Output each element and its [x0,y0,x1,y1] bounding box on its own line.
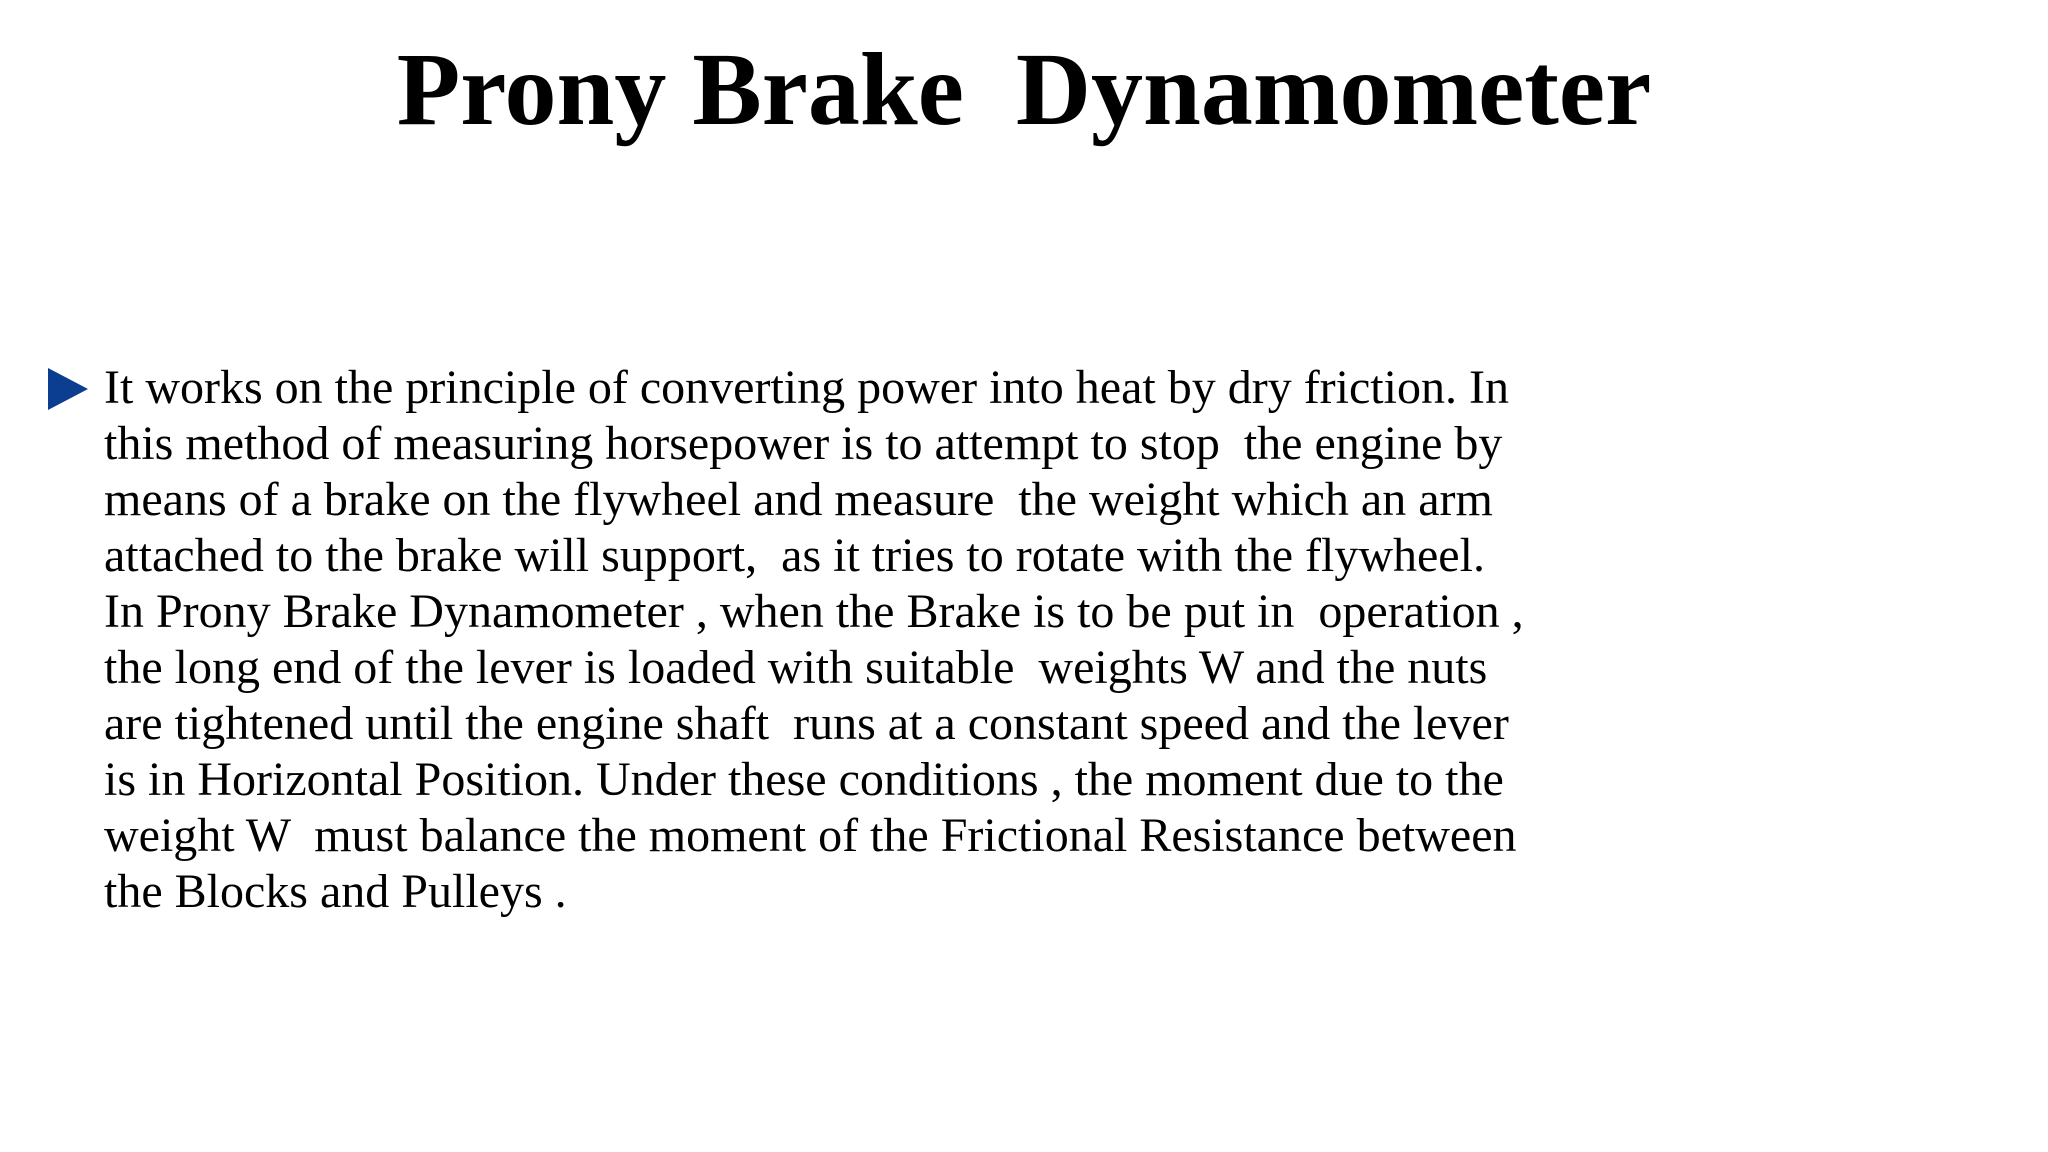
paragraph-line: attached to the brake will support, as it tries to rotate with the flywheel. [104,529,1485,582]
paragraph-line: the Blocks and Pulleys . [104,865,567,918]
paragraph-line: weight W must balance the moment of the Frictional Resistance between [104,809,1517,862]
paragraph-text [104,360,1704,920]
paragraph-line: It works on the principle of converting power into heat by dry friction. In [104,361,1509,414]
paragraph-line: are tightened until the engine shaft runs at a constant speed and the lever [104,697,1509,750]
slide-title: Prony Brake Dynamometer [396,32,1652,147]
triangle-bullet-icon [48,368,88,410]
paragraph-line: In Prony Brake Dynamometer , when the Brake is to be put in operation , [104,585,1524,638]
paragraph-line: is in Horizontal Position. Under these conditions , the moment due to the [104,753,1504,806]
paragraph-line: this method of measuring horsepower is to attempt to stop the engine by [104,417,1503,470]
paragraph-line: the long end of the lever is loaded with suitable weights W and the nuts [104,641,1488,694]
paragraph-line: means of a brake on the flywheel and measure the weight which an arm [104,473,1493,526]
